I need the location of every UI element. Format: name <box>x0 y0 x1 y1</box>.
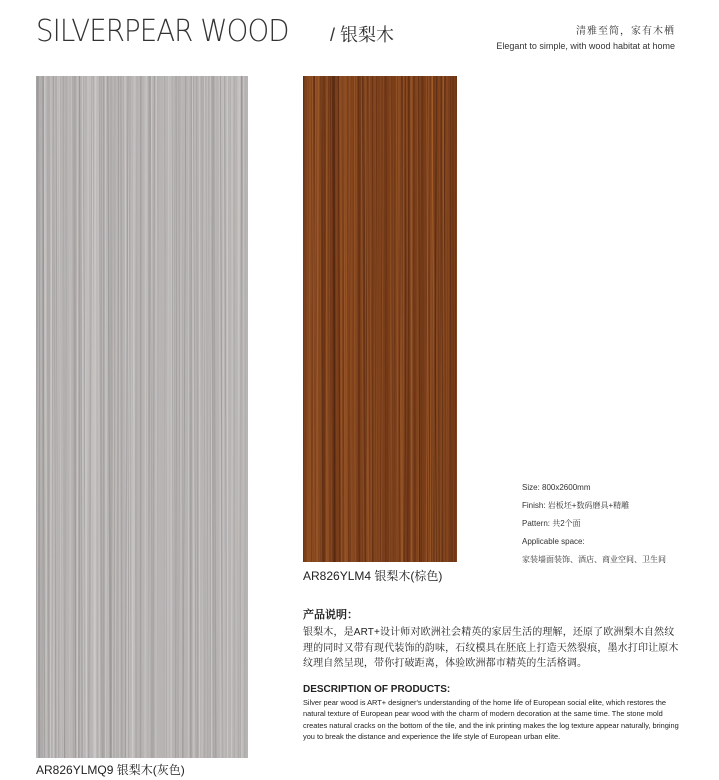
tagline <box>496 22 675 51</box>
spec-applicable-value: 家装墙面装饰、酒店、商业空间、卫生间 <box>522 555 666 564</box>
page-title <box>36 14 394 50</box>
description-english <box>303 684 683 743</box>
description-chinese-heading: 产品说明： <box>303 609 358 621</box>
title-chinese: / 银梨木 <box>330 25 395 45</box>
tile-sample-gray <box>36 76 248 758</box>
description-chinese <box>303 606 683 672</box>
tile-caption-gray: AR826YLMQ9 银梨木(灰色) <box>36 763 185 777</box>
tagline-english: Elegant to simple, with wood habitat at home <box>496 41 675 51</box>
tile-sample-brown <box>303 76 457 562</box>
tile-caption-brown: AR826YLM4 银梨木(棕色) <box>303 569 443 583</box>
description-chinese-body: 银梨木，是ART+设计师对欧洲社会精英的家居生活的理解，还原了欧洲梨木自然纹理的同时又带有现代装饰的韵味，石纹模具在胚底上打造天然裂痕，墨水打印让原木纹理自然呈现，带你打破距离，体验欧洲都市精英的生活格调。 <box>303 627 679 669</box>
spec-size: Size: 800x2600mm <box>522 483 591 492</box>
spec-finish: Finish: 岩板坯+数码磨具+精雕 <box>522 501 630 510</box>
spec-applicable-label: Applicable space: <box>522 537 585 546</box>
title-english: SILVERPEAR WOOD <box>36 14 289 49</box>
tagline-chinese: 清雅至简，家有木栖 <box>576 26 675 37</box>
spec-list <box>522 481 666 571</box>
spec-pattern: Pattern: 共2个面 <box>522 519 581 528</box>
description-english-heading: DESCRIPTION OF PRODUCTS: <box>303 684 451 695</box>
description-english-body: Silver pear wood is ART+ designer's understanding of the home life of European social elite, which restores the natural texture of European pear wood with the charm of modern decoration at the same time. The stone mold creates natural cracks on the bottom of the tile, and the ink printing makes the log texture appear naturally, bringing you to break the distance and experience the life style of European urban elite. <box>303 698 679 742</box>
